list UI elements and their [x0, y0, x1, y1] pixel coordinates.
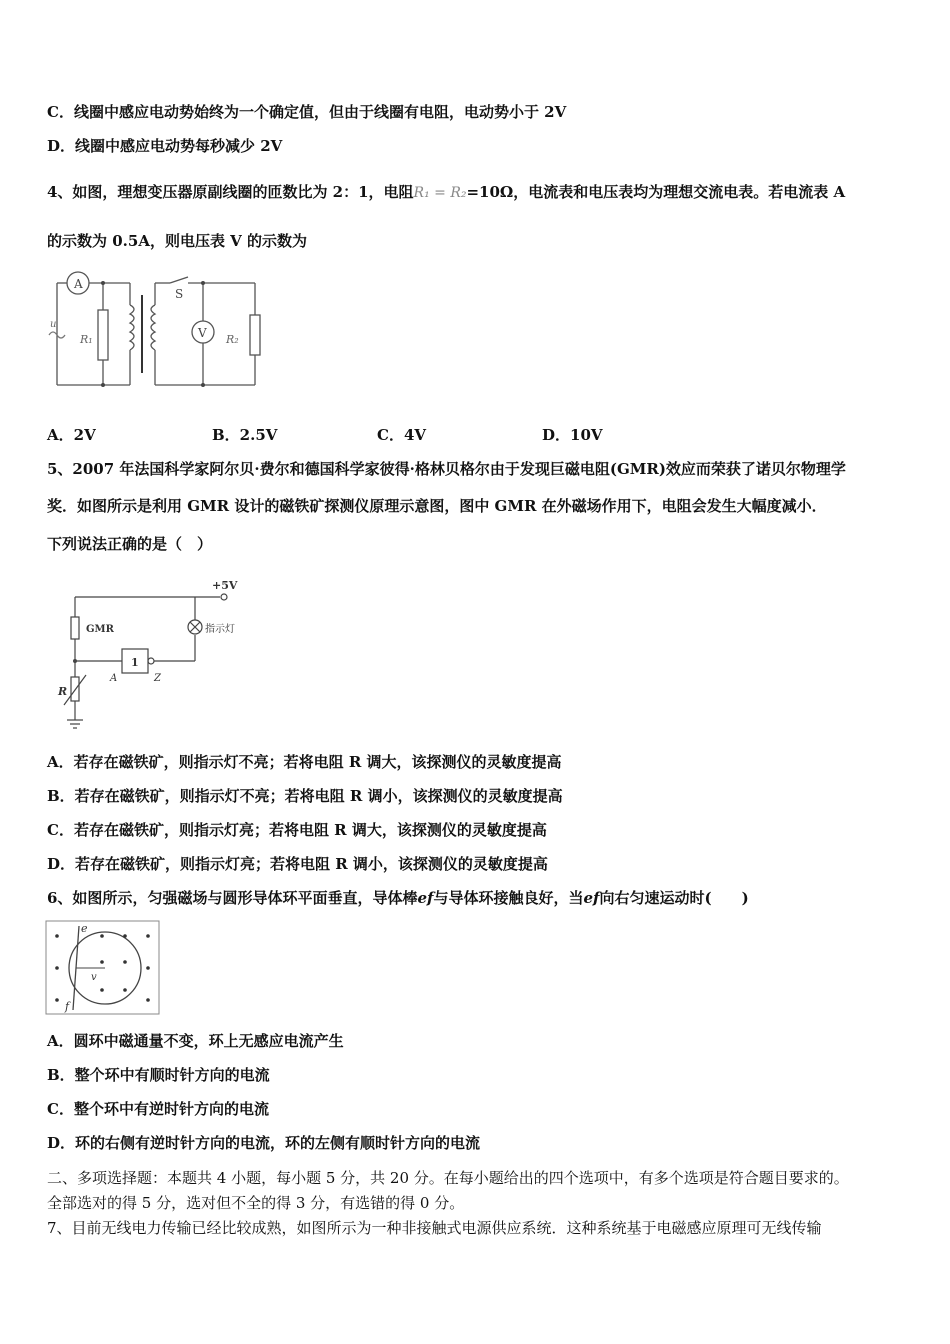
q4-option-c: C．4V — [377, 426, 427, 444]
q4-option-d: D．10V — [542, 426, 603, 444]
q5-stem-line1: 5、2007 年法国科学家阿尔贝·费尔和德国科学家彼得·格林贝格尔由于发现巨磁电阻(GMR)效应而荣获了诺贝尔物理学 — [47, 460, 846, 478]
r2-resistor — [250, 315, 260, 355]
r1-resistor — [98, 310, 108, 360]
secondary-coil — [151, 305, 155, 350]
gmr-label: GMR — [86, 624, 114, 635]
q5-option-a: A．若存在磁铁矿，则指示灯不亮；若将电阻 R 调大，该探测仪的灵敏度提高 — [47, 753, 562, 771]
supply-label: +5V — [212, 579, 238, 592]
q6-option-c: C．整个环中有逆时针方向的电流 — [47, 1100, 269, 1118]
switch-s — [170, 277, 188, 283]
q6-option-b: B．整个环中有顺时针方向的电流 — [47, 1066, 270, 1084]
q4-stem-part2: =10Ω，电流表和电压表均为理想交流电表。若电流表 A — [466, 183, 846, 201]
q5-option-d: D．若存在磁铁矿，则指示灯亮；若将电阻 R 调小，该探测仪的灵敏度提高 — [47, 855, 548, 873]
r-label: R — [58, 685, 68, 698]
gate-label: 1 — [131, 656, 139, 669]
rod-end-e-label: e — [81, 922, 88, 935]
q6-stem — [47, 888, 749, 908]
q4-stem-line2: 的示数为 0.5A，则电压表 V 的示数为 — [47, 232, 308, 250]
ammeter-label: A — [74, 277, 83, 291]
q4-option-a: A．2V — [47, 426, 96, 444]
lamp-label: 指示灯 — [205, 624, 235, 635]
rod-end-f-label: f — [65, 1000, 70, 1013]
section2-heading-line2: 全部选对的得 5 分，选对但不全的得 3 分，有选错的得 0 分。 — [47, 1194, 465, 1212]
voltmeter-label: V — [198, 326, 207, 340]
q6-stem-part2: 与导体环接触良好，当 — [433, 889, 584, 907]
q6-rod-name-2: ef — [583, 889, 600, 907]
q4-option-b: B．2.5V — [212, 426, 278, 444]
q6-stem-part3: 向右匀速运动时( ) — [599, 889, 749, 907]
q4-transformer-circuit-figure — [45, 265, 275, 395]
q4-stem-part1: 4、如图，理想变压器原副线圈的匝数比为 2：1，电阻 — [47, 183, 414, 201]
q6-rod-name-1: ef — [417, 889, 434, 907]
q6-option-a: A．圆环中磁通量不变，环上无感应电流产生 — [47, 1032, 344, 1050]
q3-option-c: C．线圈中感应电动势始终为一个确定值，但由于线圈有电阻，电动势小于 2V — [47, 103, 567, 121]
q5-stem-line2: 奖．如图所示是利用 GMR 设计的磁铁矿探测仪原理示意图，图中 GMR 在外磁场作用下，电阻会发生大幅度减小． — [47, 497, 827, 515]
q6-stem-part1: 6、如图所示，匀强磁场与圆形导体环平面垂直，导体棒 — [47, 889, 418, 907]
source-label: u — [50, 319, 57, 330]
r1-label: R₁ — [80, 333, 93, 346]
q5-option-b: B．若存在磁铁矿，则指示灯不亮；若将电阻 R 调小，该探测仪的灵敏度提高 — [47, 787, 563, 805]
section2-heading-line1: 二、多项选择题：本题共 4 小题，每小题 5 分，共 20 分。在每小题给出的四个选项中，有多个选项是符合题目要求的。 — [47, 1169, 849, 1187]
q5-option-c: C．若存在磁铁矿，则指示灯亮；若将电阻 R 调大，该探测仪的灵敏度提高 — [47, 821, 547, 839]
q7-stem-line1: 7、目前无线电力传输已经比较成熟，如图所示为一种非接触式电源供应系统．这种系统基于电磁感应原理可无线传输 — [47, 1219, 822, 1237]
q5-stem-line3: 下列说法正确的是（ ） — [47, 535, 213, 553]
gate-input-label: A — [110, 673, 118, 684]
q6-option-d: D．环的右侧有逆时针方向的电流，环的左侧有顺时针方向的电流 — [47, 1134, 481, 1152]
gmr-resistor — [71, 617, 79, 639]
q3-option-d: D．线圈中感应电动势每秒减少 2V — [47, 137, 283, 155]
q4-resistor-formula: R₁ = R₂ — [413, 185, 467, 201]
q5-gmr-circuit-figure — [50, 575, 270, 735]
velocity-label: v — [91, 972, 97, 983]
r2-label: R₂ — [226, 333, 239, 346]
switch-label: S — [175, 287, 184, 301]
gate-output-label: Z — [154, 673, 161, 684]
q4-stem-line1 — [47, 182, 845, 203]
primary-coil — [130, 305, 134, 350]
q6-ring-magnetic-field-figure — [45, 920, 161, 1016]
